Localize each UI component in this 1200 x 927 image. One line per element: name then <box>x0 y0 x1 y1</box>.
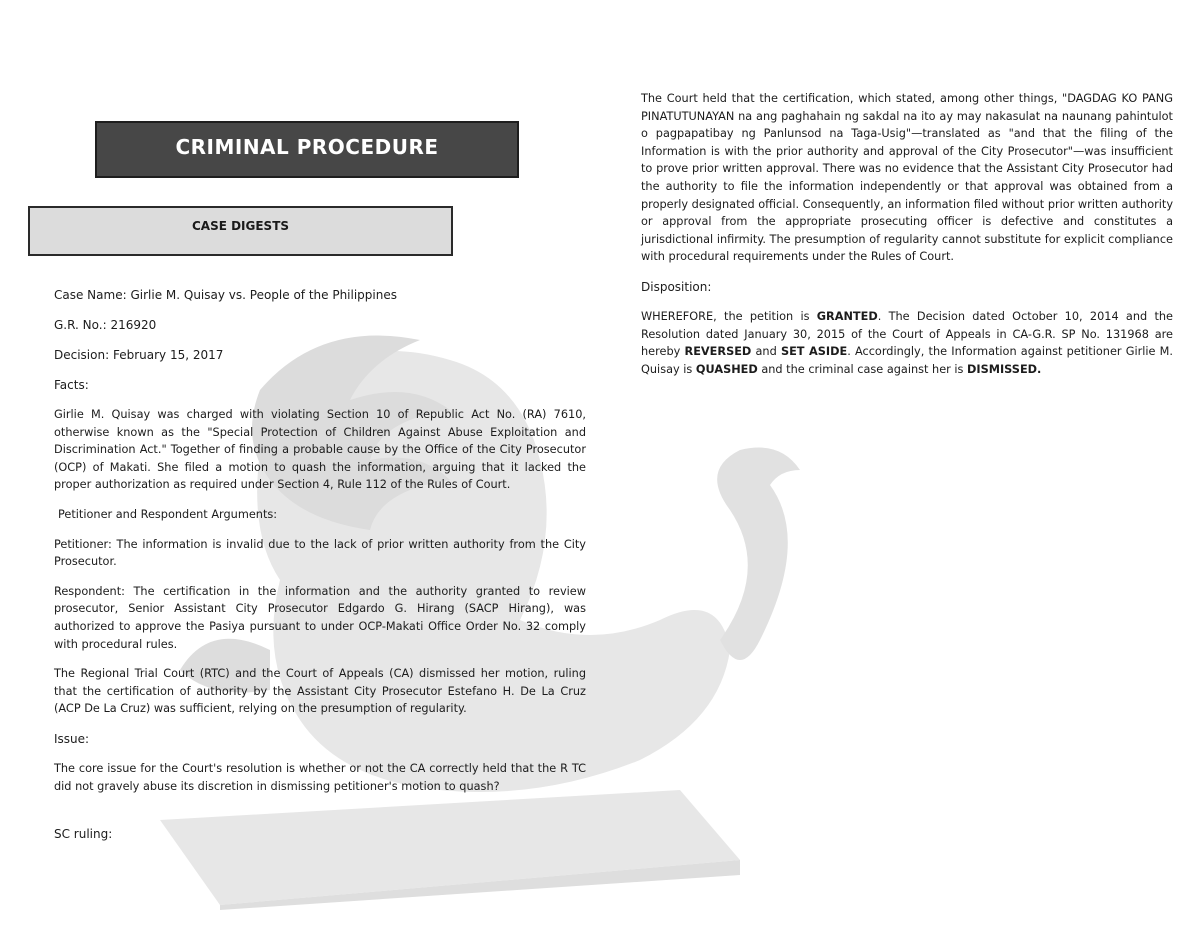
gr-number-value: 216920 <box>110 318 157 332</box>
disposition-text-5: and the criminal case against her is <box>757 362 968 376</box>
facts-heading: Facts: <box>54 378 89 392</box>
document-subtitle: CASE DIGESTS <box>191 219 290 233</box>
arguments-heading: Petitioner and Respondent Arguments: <box>58 507 278 521</box>
document-title: CRIMINAL PROCEDURE <box>175 134 439 159</box>
lower-courts-paragraph: The Regional Trial Court (RTC) and the Court of Appeals (CA) dismissed her motion, ruling that the certification of authority by the Assistant City Prosecutor Estefano H. De La Cruz (ACP De La Cruz) was sufficient, relying on the presumption of regularity. <box>54 667 586 716</box>
subtitle-banner <box>28 206 453 256</box>
case-name-line <box>54 286 586 304</box>
facts-paragraph: Girlie M. Quisay was charged with violating Section 10 of Republic Act No. (RA) 7610, otherwise known as the "Special Protection of Children Against Abuse Exploitation and Discrimination Act." Together of finding a probable cause by the Office of the City Prosecutor (OCP) of Makati. She filed a motion to quash the information, arguing that it lacked the proper authorization as required under Section 4, Rule 112 of the Rules of Court. <box>54 408 586 492</box>
issue-heading: Issue: <box>54 731 90 746</box>
decision-date-label: Decision: <box>54 348 110 362</box>
disposition-text-4: . Accordingly, the Information against petitioner Girlie M. Quisay is <box>641 345 1174 376</box>
dismissed-emphasis: DISMISSED. <box>967 362 1042 376</box>
respondent-argument: Respondent: The certification in the information and the authority granted to review prosecutor, Senior Assistant City Prosecutor Edgardo G. Hirang (SACP Hirang), was authorized to approve the Pasiya pursuant to under OCP-Makati Office Order No. 32 comply with procedural rules. <box>54 584 586 651</box>
issue-paragraph: The core issue for the Court's resolution is whether or not the CA correctly held that the R TC did not gravely abuse its discretion in dismissing petitioner's motion to quash? <box>54 761 586 793</box>
quashed-emphasis: QUASHED <box>695 362 758 376</box>
reversed-emphasis: REVERSED <box>684 345 752 359</box>
gr-number-line <box>54 316 586 334</box>
sc-ruling-heading: SC ruling: <box>54 827 113 842</box>
case-name-value: Girlie M. Quisay vs. People of the Philippines <box>130 288 397 302</box>
decision-date-line <box>54 346 586 364</box>
disposition-text-3: and <box>751 345 781 359</box>
title-banner <box>95 121 519 178</box>
disposition-text-1: WHEREFORE, the petition is <box>641 309 817 323</box>
sc-ruling-paragraph: The Court held that the certification, which stated, among other things, "DAGDAG KO PANG PINATUTUNAYAN na ang paghahain ng sakdal na ito ay may nakasulat na naunang pahintulot o pagpapatibay ng Panlunsod na Taga-Usig"—translated as "and that the filing of the Information is with the prior authority and approval of the City Prosecutor"—was insufficient to prove prior written approval. There was no evidence that the Assistant City Prosecutor had the authority to file the information independently or that approval was obtained from a properly designated official. Consequently, an information filed without prior written authority or approval from the appropriate prosecuting officer is defective and constitutes a jurisdictional infirmity. The presumption of regularity cannot substitute for explicit compliance with procedural requirements under the Rules of Court. <box>641 92 1173 264</box>
set-aside-emphasis: SET ASIDE <box>780 345 848 359</box>
decision-date-value: February 15, 2017 <box>112 348 224 362</box>
granted-emphasis: GRANTED <box>816 309 878 323</box>
disposition-text-2: . The Decision dated October 10, 2014 and the Resolution dated January 30, 2015 of the Court of Appeals in CA-G.R. SP No. 131968 are hereby <box>641 309 1173 359</box>
petitioner-argument: Petitioner: The information is invalid due to the lack of prior written authority from the City Prosecutor. <box>54 537 586 569</box>
right-column <box>641 90 1173 390</box>
disposition-heading: Disposition: <box>641 279 712 294</box>
gr-number-label: G.R. No.: <box>54 318 107 332</box>
left-column <box>54 286 586 855</box>
disposition-paragraph <box>641 308 1173 378</box>
case-name-label: Case Name: <box>54 288 127 302</box>
